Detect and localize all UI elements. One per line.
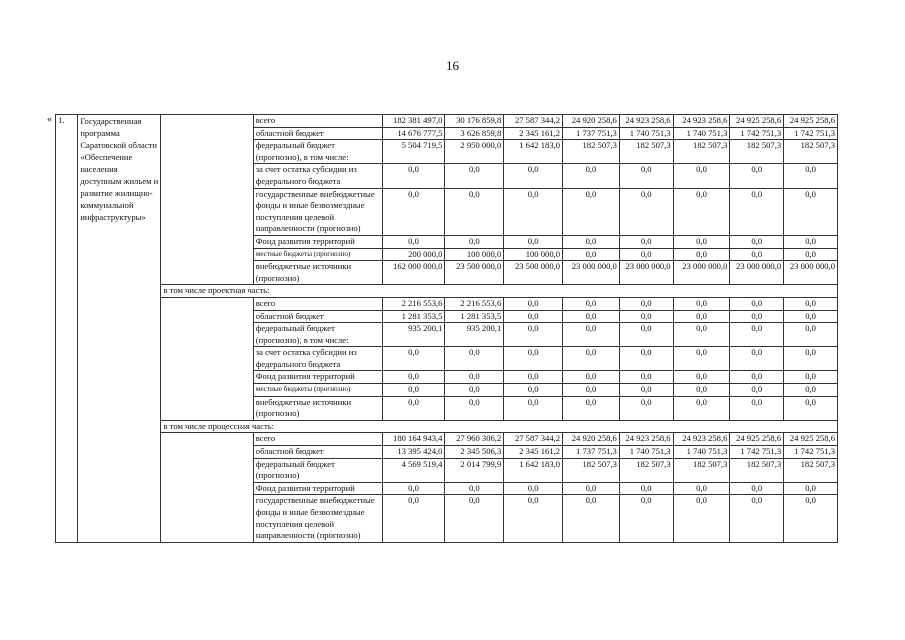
amount-cell: 0,0 xyxy=(382,347,445,371)
amount-cell: 0,0 xyxy=(619,188,673,235)
amount-cell: 0,0 xyxy=(784,310,838,323)
amount-cell: 0,0 xyxy=(563,396,620,420)
amount-cell: 100 000,0 xyxy=(504,248,563,261)
amount-cell: 24 925 258,6 xyxy=(784,115,838,128)
amount-cell: 24 925 258,6 xyxy=(784,433,838,446)
funding-source-label: за счет остатка субсидии из федерального бюджета xyxy=(253,164,382,188)
amount-cell: 0,0 xyxy=(619,495,673,542)
amount-cell: 2 345 506,3 xyxy=(445,446,504,459)
amount-cell: 24 923 258,6 xyxy=(619,433,673,446)
amount-cell: 23 000 000,0 xyxy=(563,261,620,285)
amount-cell: 182 507,3 xyxy=(784,140,838,164)
amount-cell: 1 281 353,5 xyxy=(382,310,445,323)
amount-cell: 2 345 161,2 xyxy=(504,446,563,459)
amount-cell: 0,0 xyxy=(445,384,504,397)
amount-cell: 1 742 751,3 xyxy=(784,127,838,140)
amount-cell: 0,0 xyxy=(445,164,504,188)
amount-cell: 0,0 xyxy=(673,164,730,188)
amount-cell: 0,0 xyxy=(673,248,730,261)
amount-cell: 24 923 258,6 xyxy=(619,115,673,128)
amount-cell: 0,0 xyxy=(445,371,504,384)
amount-cell: 1 740 751,3 xyxy=(619,127,673,140)
amount-cell: 0,0 xyxy=(784,371,838,384)
amount-cell: 0,0 xyxy=(382,495,445,542)
amount-cell: 0,0 xyxy=(673,235,730,248)
amount-cell: 935 200,1 xyxy=(445,323,504,347)
amount-cell: 0,0 xyxy=(619,396,673,420)
amount-cell: 2 014 799,9 xyxy=(445,458,504,482)
executor-cell xyxy=(161,433,253,542)
amount-cell: 0,0 xyxy=(563,323,620,347)
amount-cell: 0,0 xyxy=(784,248,838,261)
amount-cell: 0,0 xyxy=(504,323,563,347)
amount-cell: 0,0 xyxy=(382,164,445,188)
funding-source-label: внебюджетные источники (прогнозно) xyxy=(253,396,382,420)
amount-cell: 23 500 000,0 xyxy=(445,261,504,285)
amount-cell: 0,0 xyxy=(730,188,784,235)
amount-cell: 0,0 xyxy=(382,384,445,397)
funding-source-label: всего xyxy=(253,433,382,446)
amount-cell: 0,0 xyxy=(563,347,620,371)
amount-cell: 0,0 xyxy=(445,396,504,420)
amount-cell: 24 920 258,6 xyxy=(563,433,620,446)
amount-cell: 0,0 xyxy=(563,482,620,495)
amount-cell: 1 742 751,3 xyxy=(730,446,784,459)
amount-cell: 0,0 xyxy=(382,371,445,384)
funding-source-label: Фонд развития территорий xyxy=(253,482,382,495)
amount-cell: 0,0 xyxy=(730,297,784,310)
amount-cell: 24 920 258,6 xyxy=(563,115,620,128)
amount-cell: 0,0 xyxy=(730,310,784,323)
amount-cell: 0,0 xyxy=(730,164,784,188)
amount-cell: 1 740 751,3 xyxy=(673,446,730,459)
amount-cell: 13 395 424,0 xyxy=(382,446,445,459)
amount-cell: 1 742 751,3 xyxy=(730,127,784,140)
amount-cell: 182 507,3 xyxy=(563,140,620,164)
amount-cell: 0,0 xyxy=(673,347,730,371)
amount-cell: 0,0 xyxy=(504,297,563,310)
amount-cell: 0,0 xyxy=(673,384,730,397)
amount-cell: 0,0 xyxy=(563,248,620,261)
amount-cell: 4 569 519,4 xyxy=(382,458,445,482)
amount-cell: 0,0 xyxy=(504,310,563,323)
table-row xyxy=(56,433,838,446)
amount-cell: 0,0 xyxy=(673,310,730,323)
amount-cell: 0,0 xyxy=(784,396,838,420)
amount-cell: 24 923 258,6 xyxy=(673,115,730,128)
amount-cell: 182 507,3 xyxy=(619,140,673,164)
amount-cell: 0,0 xyxy=(563,371,620,384)
amount-cell: 182 507,3 xyxy=(673,458,730,482)
amount-cell: 0,0 xyxy=(504,347,563,371)
amount-cell: 30 176 859,8 xyxy=(445,115,504,128)
amount-cell: 0,0 xyxy=(619,482,673,495)
funding-source-label: федеральный бюджет (прогнозно), в том числе: xyxy=(253,323,382,347)
amount-cell: 0,0 xyxy=(619,323,673,347)
amount-cell: 182 507,3 xyxy=(673,140,730,164)
amount-cell: 0,0 xyxy=(445,482,504,495)
amount-cell: 0,0 xyxy=(730,323,784,347)
amount-cell: 23 000 000,0 xyxy=(730,261,784,285)
amount-cell: 0,0 xyxy=(563,235,620,248)
program-index: 1. xyxy=(56,115,78,543)
amount-cell: 0,0 xyxy=(619,164,673,188)
amount-cell: 0,0 xyxy=(784,384,838,397)
amount-cell: 1 742 751,3 xyxy=(784,446,838,459)
funding-source-label: всего xyxy=(253,297,382,310)
amount-cell: 0,0 xyxy=(504,188,563,235)
amount-cell: 0,0 xyxy=(563,297,620,310)
amount-cell: 0,0 xyxy=(730,384,784,397)
amount-cell: 0,0 xyxy=(784,188,838,235)
section-row xyxy=(56,420,838,433)
funding-source-label: местные бюджеты (прогнозно) xyxy=(253,384,382,397)
amount-cell: 0,0 xyxy=(784,297,838,310)
amount-cell: 182 507,3 xyxy=(784,458,838,482)
amount-cell: 0,0 xyxy=(730,371,784,384)
amount-cell: 0,0 xyxy=(619,248,673,261)
amount-cell: 0,0 xyxy=(673,371,730,384)
funding-source-label: федеральный бюджет (прогнозно), в том числе: xyxy=(253,140,382,164)
amount-cell: 0,0 xyxy=(619,384,673,397)
funding-source-label: внебюджетные источники (прогнозно) xyxy=(253,261,382,285)
amount-cell: 182 507,3 xyxy=(563,458,620,482)
amount-cell: 0,0 xyxy=(504,371,563,384)
amount-cell: 0,0 xyxy=(730,396,784,420)
amount-cell: 162 000 000,0 xyxy=(382,261,445,285)
funding-source-label: областной бюджет xyxy=(253,310,382,323)
budget-table xyxy=(55,114,838,543)
amount-cell: 27 960 306,2 xyxy=(445,433,504,446)
program-name: Государственная программа Саратовской области «Обеспечение населения доступным жильем и развитие жилищно-коммунальной инфраструктуры» xyxy=(78,115,161,543)
amount-cell: 0,0 xyxy=(784,164,838,188)
amount-cell: 0,0 xyxy=(784,347,838,371)
amount-cell: 1 737 751,3 xyxy=(563,127,620,140)
amount-cell: 5 504 719,5 xyxy=(382,140,445,164)
funding-source-label: всего xyxy=(253,115,382,128)
amount-cell: 0,0 xyxy=(673,323,730,347)
amount-cell: 182 507,3 xyxy=(730,458,784,482)
funding-source-label: за счет остатка субсидии из федерального бюджета xyxy=(253,347,382,371)
amount-cell: 1 740 751,3 xyxy=(619,446,673,459)
funding-source-label: местные бюджеты (прогнозно) xyxy=(253,248,382,261)
amount-cell: 0,0 xyxy=(730,482,784,495)
amount-cell: 23 000 000,0 xyxy=(619,261,673,285)
amount-cell: 2 216 553,6 xyxy=(382,297,445,310)
amount-cell: 23 000 000,0 xyxy=(784,261,838,285)
funding-source-label: государственные внебюджетные фонды и иные безвозмездные поступления целевой направленности (прогнозно) xyxy=(253,495,382,542)
amount-cell: 0,0 xyxy=(382,188,445,235)
amount-cell: 935 200,1 xyxy=(382,323,445,347)
page-number: 16 xyxy=(446,58,459,73)
amount-cell: 3 626 859,8 xyxy=(445,127,504,140)
amount-cell: 0,0 xyxy=(619,235,673,248)
funding-source-label: Фонд развития территорий xyxy=(253,235,382,248)
amount-cell: 182 381 497,0 xyxy=(382,115,445,128)
section-label: в том числе проектная часть: xyxy=(161,285,838,298)
amount-cell: 180 164 943,4 xyxy=(382,433,445,446)
amount-cell: 200 000,0 xyxy=(382,248,445,261)
amount-cell: 0,0 xyxy=(730,248,784,261)
amount-cell: 0,0 xyxy=(673,396,730,420)
amount-cell: 0,0 xyxy=(784,235,838,248)
section-row xyxy=(56,285,838,298)
amount-cell: 0,0 xyxy=(445,188,504,235)
amount-cell: 0,0 xyxy=(619,310,673,323)
amount-cell: 0,0 xyxy=(673,297,730,310)
amount-cell: 2 950 000,0 xyxy=(445,140,504,164)
amount-cell: 0,0 xyxy=(784,482,838,495)
amount-cell: 0,0 xyxy=(673,495,730,542)
amount-cell: 0,0 xyxy=(619,347,673,371)
opening-quote: « xyxy=(47,114,52,125)
amount-cell: 23 000 000,0 xyxy=(673,261,730,285)
amount-cell: 24 925 258,6 xyxy=(730,115,784,128)
amount-cell: 0,0 xyxy=(673,482,730,495)
amount-cell: 14 676 777,5 xyxy=(382,127,445,140)
amount-cell: 0,0 xyxy=(563,384,620,397)
amount-cell: 0,0 xyxy=(382,235,445,248)
funding-source-label: областной бюджет xyxy=(253,127,382,140)
amount-cell: 0,0 xyxy=(504,495,563,542)
table-row xyxy=(56,115,838,128)
amount-cell: 1 740 751,3 xyxy=(673,127,730,140)
amount-cell: 0,0 xyxy=(563,164,620,188)
amount-cell: 0,0 xyxy=(730,495,784,542)
funding-source-label: федеральный бюджет (прогнозно) xyxy=(253,458,382,482)
amount-cell: 1 642 183,0 xyxy=(504,458,563,482)
amount-cell: 0,0 xyxy=(563,495,620,542)
funding-source-label: областной бюджет xyxy=(253,446,382,459)
amount-cell: 0,0 xyxy=(563,310,620,323)
amount-cell: 24 923 258,6 xyxy=(673,433,730,446)
funding-source-label: государственные внебюджетные фонды и иные безвозмездные поступления целевой направленности (прогнозно) xyxy=(253,188,382,235)
amount-cell: 24 925 258,6 xyxy=(730,433,784,446)
amount-cell: 0,0 xyxy=(382,482,445,495)
amount-cell: 0,0 xyxy=(730,235,784,248)
amount-cell: 0,0 xyxy=(730,347,784,371)
amount-cell: 0,0 xyxy=(445,347,504,371)
amount-cell: 27 587 344,2 xyxy=(504,115,563,128)
amount-cell: 182 507,3 xyxy=(730,140,784,164)
amount-cell: 23 500 000,0 xyxy=(504,261,563,285)
amount-cell: 2 345 161,2 xyxy=(504,127,563,140)
amount-cell: 0,0 xyxy=(504,384,563,397)
executor-cell xyxy=(161,297,253,420)
amount-cell: 0,0 xyxy=(382,396,445,420)
amount-cell: 1 281 353,5 xyxy=(445,310,504,323)
amount-cell: 1 737 751,3 xyxy=(563,446,620,459)
amount-cell: 0,0 xyxy=(563,188,620,235)
amount-cell: 27 587 344,2 xyxy=(504,433,563,446)
executor-cell xyxy=(161,115,253,285)
amount-cell: 2 216 553,6 xyxy=(445,297,504,310)
table-row xyxy=(56,297,838,310)
amount-cell: 0,0 xyxy=(784,323,838,347)
amount-cell: 0,0 xyxy=(445,495,504,542)
amount-cell: 0,0 xyxy=(619,297,673,310)
amount-cell: 100 000,0 xyxy=(445,248,504,261)
amount-cell: 0,0 xyxy=(784,495,838,542)
amount-cell: 0,0 xyxy=(504,164,563,188)
amount-cell: 0,0 xyxy=(673,188,730,235)
budget-table-body xyxy=(56,115,838,543)
section-label: в том числе процессная часть: xyxy=(161,420,838,433)
amount-cell: 0,0 xyxy=(504,482,563,495)
amount-cell: 1 642 183,0 xyxy=(504,140,563,164)
funding-source-label: Фонд развития территорий xyxy=(253,371,382,384)
amount-cell: 182 507,3 xyxy=(619,458,673,482)
amount-cell: 0,0 xyxy=(504,235,563,248)
amount-cell: 0,0 xyxy=(619,371,673,384)
amount-cell: 0,0 xyxy=(445,235,504,248)
amount-cell: 0,0 xyxy=(504,396,563,420)
